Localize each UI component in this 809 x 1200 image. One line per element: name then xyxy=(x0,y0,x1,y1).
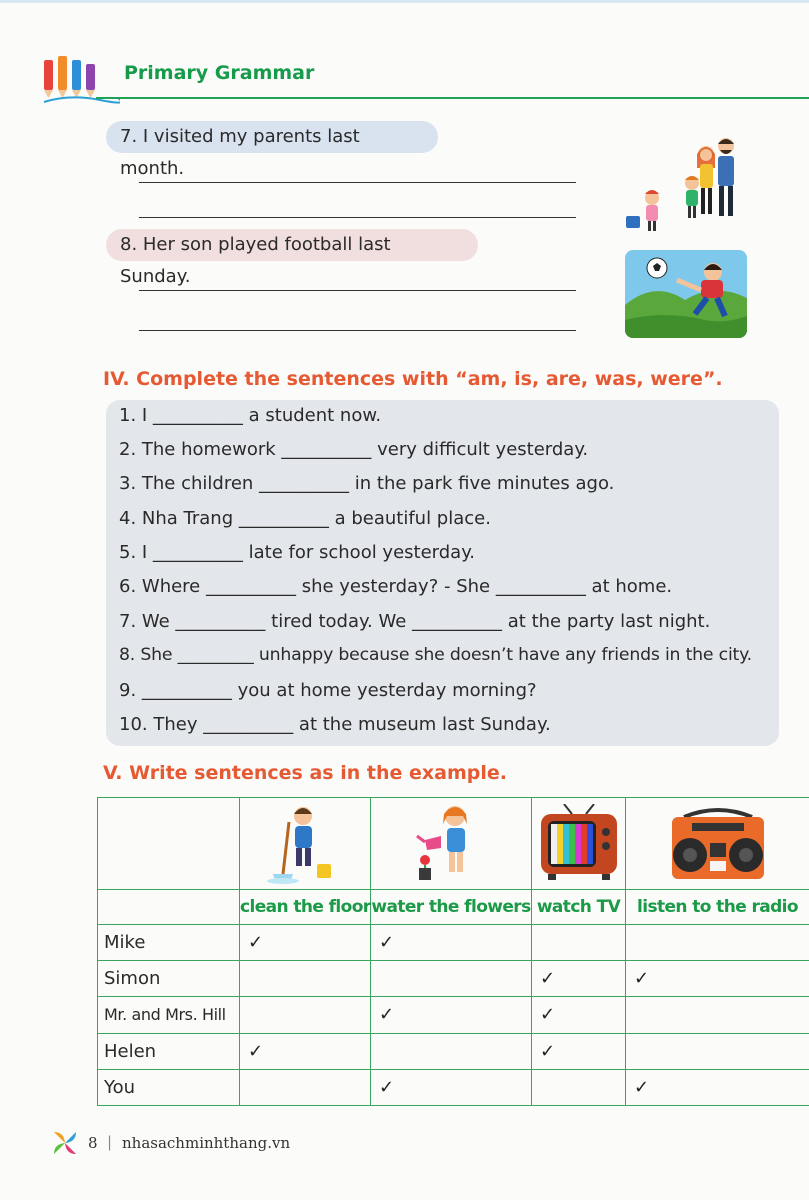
check-cell xyxy=(626,1033,809,1069)
family-illustration-icon xyxy=(618,128,746,236)
person-name: Mike xyxy=(98,924,240,960)
page-number: 8 xyxy=(88,1134,98,1152)
activity-image-cell xyxy=(532,798,626,890)
table-row xyxy=(98,997,809,1033)
sentence-item: 9. __________ you at home yesterday morning? xyxy=(119,680,537,701)
page-title: Primary Grammar xyxy=(124,62,315,84)
top-border xyxy=(0,0,809,3)
check-cell xyxy=(371,961,532,997)
check-cell: ✓ xyxy=(626,961,809,997)
answer-line xyxy=(139,330,576,331)
question-7-pill: 7. I visited my parents last month. xyxy=(106,121,438,153)
check-cell xyxy=(626,997,809,1033)
blank-cell xyxy=(98,889,240,924)
activity-label: listen to the radio xyxy=(626,889,809,924)
activity-table xyxy=(97,797,809,1106)
activity-label: water the flowers xyxy=(371,889,532,924)
check-cell xyxy=(240,961,371,997)
sentence-item: 3. The children __________ in the park five minutes ago. xyxy=(119,473,615,494)
check-cell xyxy=(626,924,809,960)
header-row xyxy=(98,889,809,924)
page-header xyxy=(0,40,809,110)
check-cell: ✓ xyxy=(240,924,371,960)
check-cell: ✓ xyxy=(371,924,532,960)
person-name: Simon xyxy=(98,961,240,997)
check-cell: ✓ xyxy=(532,997,626,1033)
answer-line xyxy=(139,290,576,291)
section-4-heading: IV. Complete the sentences with “am, is, are, was, were”. xyxy=(103,368,723,390)
activity-image-cell xyxy=(371,798,532,890)
answer-line xyxy=(139,182,576,183)
activity-image-cell xyxy=(240,798,371,890)
tv-icon xyxy=(538,804,620,882)
table-row xyxy=(98,1069,809,1105)
person-name: You xyxy=(98,1069,240,1105)
blank-cell xyxy=(98,798,240,890)
sentence-item: 8. She _________ unhappy because she doesn’t have any friends in the city. xyxy=(119,645,752,665)
footer-separator: | xyxy=(107,1133,113,1151)
watering-girl-icon xyxy=(411,802,491,884)
check-cell xyxy=(240,997,371,1033)
website-link[interactable]: nhasachminhthang.vn xyxy=(122,1134,291,1152)
activity-label: watch TV xyxy=(532,889,626,924)
page-footer xyxy=(52,1130,452,1158)
check-cell: ✓ xyxy=(532,961,626,997)
check-cell xyxy=(240,1069,371,1105)
activity-image-cell xyxy=(626,798,809,890)
check-cell: ✓ xyxy=(532,1033,626,1069)
table-row xyxy=(98,1033,809,1069)
sentence-item: 4. Nha Trang __________ a beautiful place. xyxy=(119,508,491,529)
check-cell: ✓ xyxy=(240,1033,371,1069)
person-name: Helen xyxy=(98,1033,240,1069)
sentence-item: 1. I __________ a student now. xyxy=(119,405,382,426)
table-row xyxy=(98,924,809,960)
check-cell: ✓ xyxy=(371,1069,532,1105)
publisher-logo-icon xyxy=(52,1130,78,1156)
sentence-item: 7. We __________ tired today. We __________ at the party last night. xyxy=(119,611,711,632)
check-cell xyxy=(532,924,626,960)
table-row xyxy=(98,961,809,997)
sentence-item: 2. The homework __________ very difficult yesterday. xyxy=(119,439,589,460)
check-cell: ✓ xyxy=(626,1069,809,1105)
answer-line xyxy=(139,217,576,218)
check-cell: ✓ xyxy=(371,997,532,1033)
check-cell xyxy=(371,1033,532,1069)
activity-label: clean the floor xyxy=(240,889,371,924)
section-5-heading: V. Write sentences as in the example. xyxy=(103,762,507,784)
mopping-boy-icon xyxy=(265,802,345,884)
person-name: Mr. and Mrs. Hill xyxy=(98,997,240,1033)
football-illustration-icon xyxy=(625,250,747,338)
header-divider xyxy=(96,97,809,99)
check-cell xyxy=(532,1069,626,1105)
sentence-item: 10. They __________ at the museum last Sunday. xyxy=(119,714,551,735)
question-8-pill: 8. Her son played football last Sunday. xyxy=(106,229,478,261)
image-row xyxy=(98,798,809,890)
sentence-item: 6. Where __________ she yesterday? - She __________ at home. xyxy=(119,576,673,597)
sentence-item: 5. I __________ late for school yesterday. xyxy=(119,542,476,563)
radio-icon xyxy=(666,803,770,883)
